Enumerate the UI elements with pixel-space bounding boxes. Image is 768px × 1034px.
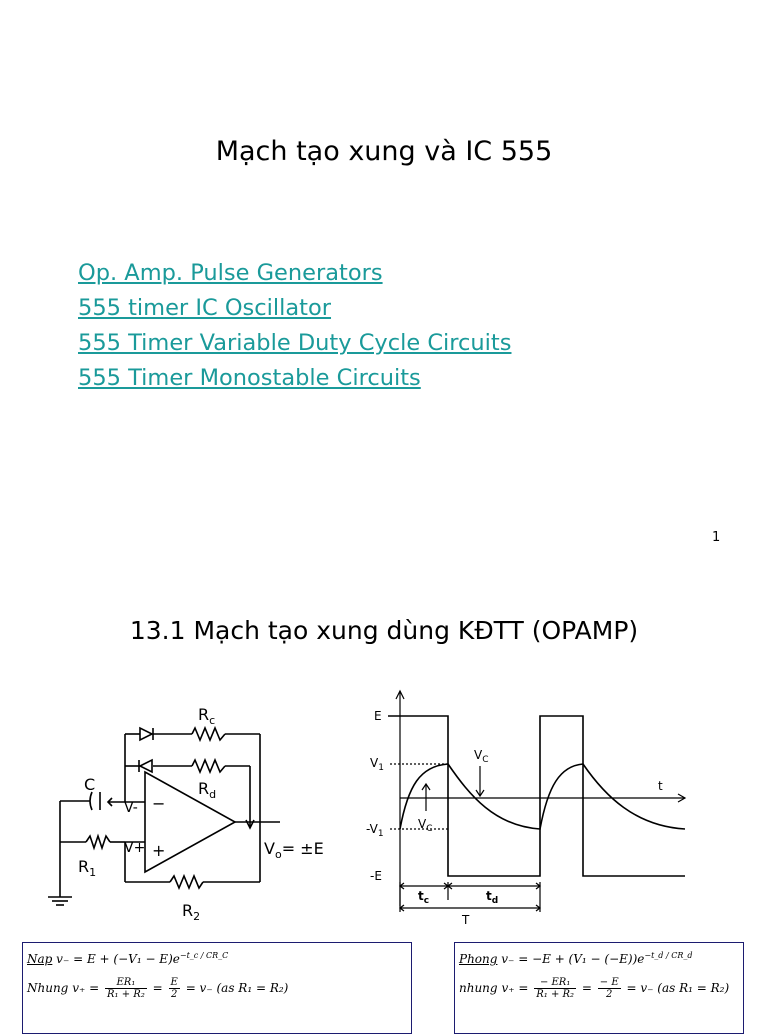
svg-text:Vo= ±E: $V_o= \pm E$ xyxy=(264,839,324,861)
eq-label-nap: Nap xyxy=(27,952,53,966)
eq-label-nhung: nhung xyxy=(459,981,498,995)
svg-text:V-: V- xyxy=(124,800,138,816)
svg-text:V+: V+ xyxy=(124,840,146,856)
svg-text:tc: $t_c$ xyxy=(418,889,430,906)
equation-box-discharging: Phong $v_- = -E + (V_1 - (-E))e^{-t\_d / CR\_d}$ nhung v₊ = $\frac{\text{− ER₁}}{\text{R₁ + R₂}}$ = $\frac{- E}{2}$ = v₋ (as R₁ = R₂) xyxy=(454,942,744,1034)
opamp-circuit-diagram xyxy=(40,692,340,932)
waveform-diagram xyxy=(360,686,700,936)
svg-text:VC: $V_C$ xyxy=(474,748,489,765)
svg-text:R1: $R_1$ xyxy=(78,857,97,879)
diode-rc xyxy=(140,728,152,740)
fraction: $\frac{\text{ER₁}}{\text{R₁ + R₂}}$ xyxy=(107,977,145,1000)
svg-text:t: t xyxy=(658,779,663,793)
equation-box-charging: Nap $v_- = E + (-V_1 - E)e^{-t\_c / CR\_C}$ Nhung v₊ = $\frac{\text{ER₁}}{\text{R₁ + R₂}}$ = $\frac{E}{2}$ = v₋ (as R₁ = R₂) xyxy=(22,942,412,1034)
resistor-rc xyxy=(192,728,225,740)
fraction: $\frac{\text{− ER₁}}{\text{R₁ + R₂}}$ xyxy=(536,977,575,1000)
link-555-variable-duty-cycle[interactable]: 555 Timer Variable Duty Cycle Circuits xyxy=(78,330,512,356)
svg-text:+: + xyxy=(152,841,166,860)
svg-text:V1: $V_1$ xyxy=(370,756,384,773)
eq-label-nhung: Nhung xyxy=(27,981,69,995)
svg-text:Rc: $R_c$ xyxy=(198,705,216,727)
svg-text:-V1: $-V_1$ xyxy=(366,822,384,839)
link-555-timer-oscillator[interactable]: 555 timer IC Oscillator xyxy=(78,295,332,321)
eq-label-phong: Phong xyxy=(459,952,498,966)
eq-charging-exponent: −t_c / CR_C xyxy=(179,951,229,960)
topic-link-list xyxy=(78,256,511,396)
link-555-monostable[interactable]: 555 Timer Monostable Circuits xyxy=(78,365,421,391)
capacitor-voltage-curve xyxy=(400,764,685,829)
page-number: 1 xyxy=(712,530,721,545)
eq-discharging-exponent: −t_d / CR_d xyxy=(644,951,693,960)
link-opamp-pulse-generators[interactable]: Op. Amp. Pulse Generators xyxy=(78,260,383,286)
resistor-r1 xyxy=(86,836,110,848)
svg-text:-E: -E xyxy=(370,869,382,883)
output-square-wave xyxy=(388,716,685,876)
svg-text:R2: $R_2$ xyxy=(182,901,201,923)
eq-charging-expression: v₋ = E + (−V₁ − E)e xyxy=(56,952,180,966)
diode-rd xyxy=(140,760,152,772)
fraction: $\frac{E}{2}$ xyxy=(170,977,178,1000)
slide-2 xyxy=(0,580,768,1024)
resistor-rd xyxy=(192,760,225,772)
svg-text:E: E xyxy=(374,709,382,723)
svg-text:td: $t_d$ xyxy=(486,889,499,906)
fraction: $\frac{- E}{2}$ xyxy=(599,977,619,1000)
svg-text:Rd: $R_d$ xyxy=(198,779,217,801)
slide-title: 13.1 Mạch tạo xung dùng KĐTT (OPAMP) xyxy=(129,616,639,645)
svg-text:C: C xyxy=(84,775,96,794)
svg-text:T: T xyxy=(462,913,470,927)
slide-title: Mạch tạo xung và IC 555 xyxy=(215,136,553,167)
svg-text:VC: $V_C$ xyxy=(418,817,433,834)
svg-text:−: − xyxy=(152,794,166,813)
eq-discharging-expression: v₋ = −E + (V₁ − (−E))e xyxy=(501,952,645,966)
resistor-r2 xyxy=(170,876,203,888)
